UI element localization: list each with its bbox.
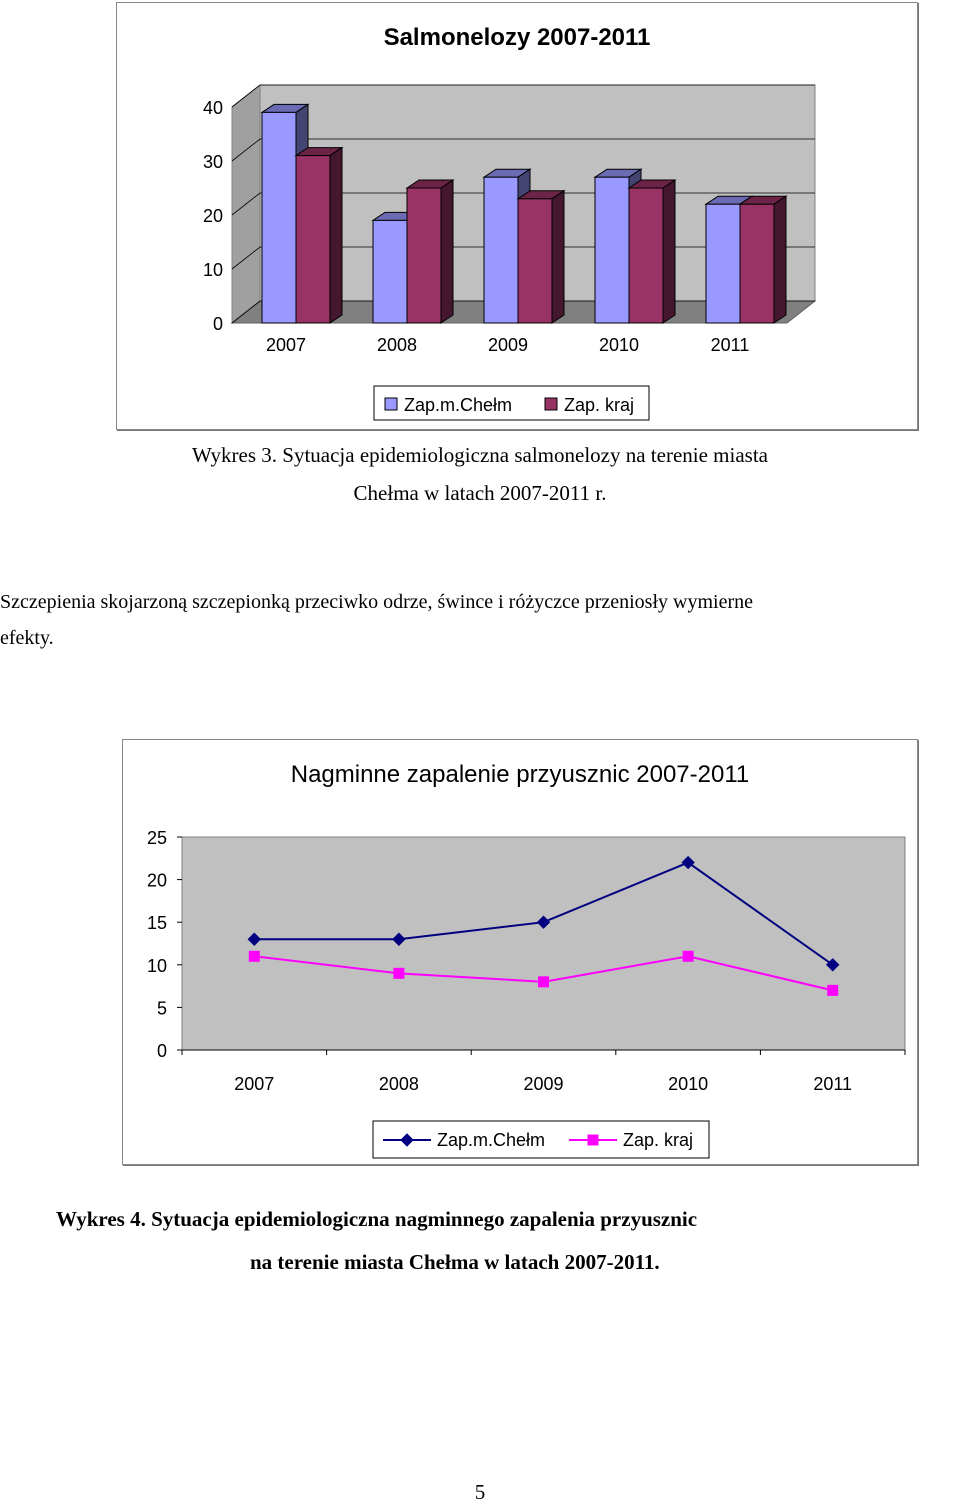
bar-side (552, 191, 564, 323)
bar (373, 220, 407, 323)
bar (740, 204, 774, 323)
data-point (539, 977, 549, 987)
bar-side (774, 196, 786, 323)
x-tick-label: 2008 (376, 335, 418, 355)
data-point (683, 951, 693, 961)
salmonelozy-chart-svg (117, 3, 917, 429)
y-tick-label: 0 (156, 1041, 167, 1061)
bar (595, 177, 629, 323)
data-point (588, 1135, 598, 1145)
caption-wykres-3-line1: Wykres 3. Sytuacja epidemiologiczna salmonelozy na terenie miasta (191, 443, 769, 467)
x-tick-label: 2007 (234, 1074, 275, 1094)
paragraph-line1: Szczepienia skojarzoną szczepionką przeciwko odrze, śwince i różyczce przeniosły wymierne (0, 591, 753, 613)
legend-label: Zap. kraj (623, 1130, 694, 1150)
legend (374, 386, 649, 420)
page-number: 5 (474, 1480, 486, 1504)
data-point (394, 968, 404, 978)
data-point (828, 985, 838, 995)
caption-wykres-3 (0, 440, 960, 508)
y-tick-label: 10 (146, 955, 167, 976)
caption-wykres-4-line1: Wykres 4. Sytuacja epidemiologiczna nagminnego zapalenia przyusznic (56, 1207, 698, 1231)
y-tick-label: 25 (146, 828, 167, 848)
paragraph-szczepienia (0, 584, 960, 656)
x-tick-label: 2011 (710, 335, 750, 355)
salmonelozy-chart (116, 2, 918, 430)
bar (296, 156, 330, 323)
data-point (249, 951, 259, 961)
bar (629, 188, 663, 323)
przyusznice-chart-svg (123, 740, 917, 1164)
y-tick-label: 20 (202, 206, 223, 226)
y-tick-label: 0 (212, 314, 223, 334)
y-tick-label: 20 (146, 870, 167, 891)
bar (518, 199, 552, 323)
bar-side (663, 180, 675, 323)
x-tick-label: 2007 (265, 335, 307, 355)
caption-wykres-3-line2: Chełma w latach 2007-2011 r. (353, 481, 607, 505)
x-tick-label: 2008 (378, 1074, 419, 1094)
caption-wykres-4 (0, 1204, 960, 1277)
bar (484, 177, 518, 323)
legend-label: Zap.m.Chełm (404, 395, 513, 415)
bar-side (330, 148, 342, 323)
y-tick-label: 10 (202, 260, 223, 280)
y-tick-label: 5 (156, 998, 167, 1019)
chart-title: Nagminne zapalenie przyusznic 2007-2011 (290, 761, 750, 788)
legend-swatch (545, 398, 557, 410)
y-tick-label: 30 (202, 152, 223, 172)
paragraph-line2: efekty. (0, 627, 54, 649)
caption-wykres-4-line2: na terenie miasta Chełma w latach 2007-2011. (250, 1250, 660, 1274)
x-tick-label: 2010 (598, 335, 640, 355)
bar-side (441, 180, 453, 323)
x-tick-label: 2011 (813, 1074, 853, 1094)
przyusznice-chart (122, 739, 918, 1165)
x-tick-label: 2009 (487, 335, 529, 355)
bar (262, 112, 296, 323)
legend-label: Zap. kraj (564, 395, 635, 415)
y-tick-label: 40 (202, 98, 223, 118)
bar (407, 188, 441, 323)
chart-title: Salmonelozy 2007-2011 (383, 24, 651, 51)
y-tick-label: 15 (146, 913, 167, 934)
plot-area (182, 837, 905, 1050)
x-tick-label: 2009 (523, 1074, 564, 1094)
legend (373, 1121, 709, 1158)
x-tick-label: 2010 (668, 1074, 709, 1094)
bar (706, 204, 740, 323)
legend-swatch (385, 398, 397, 410)
legend-label: Zap.m.Chełm (437, 1130, 546, 1150)
